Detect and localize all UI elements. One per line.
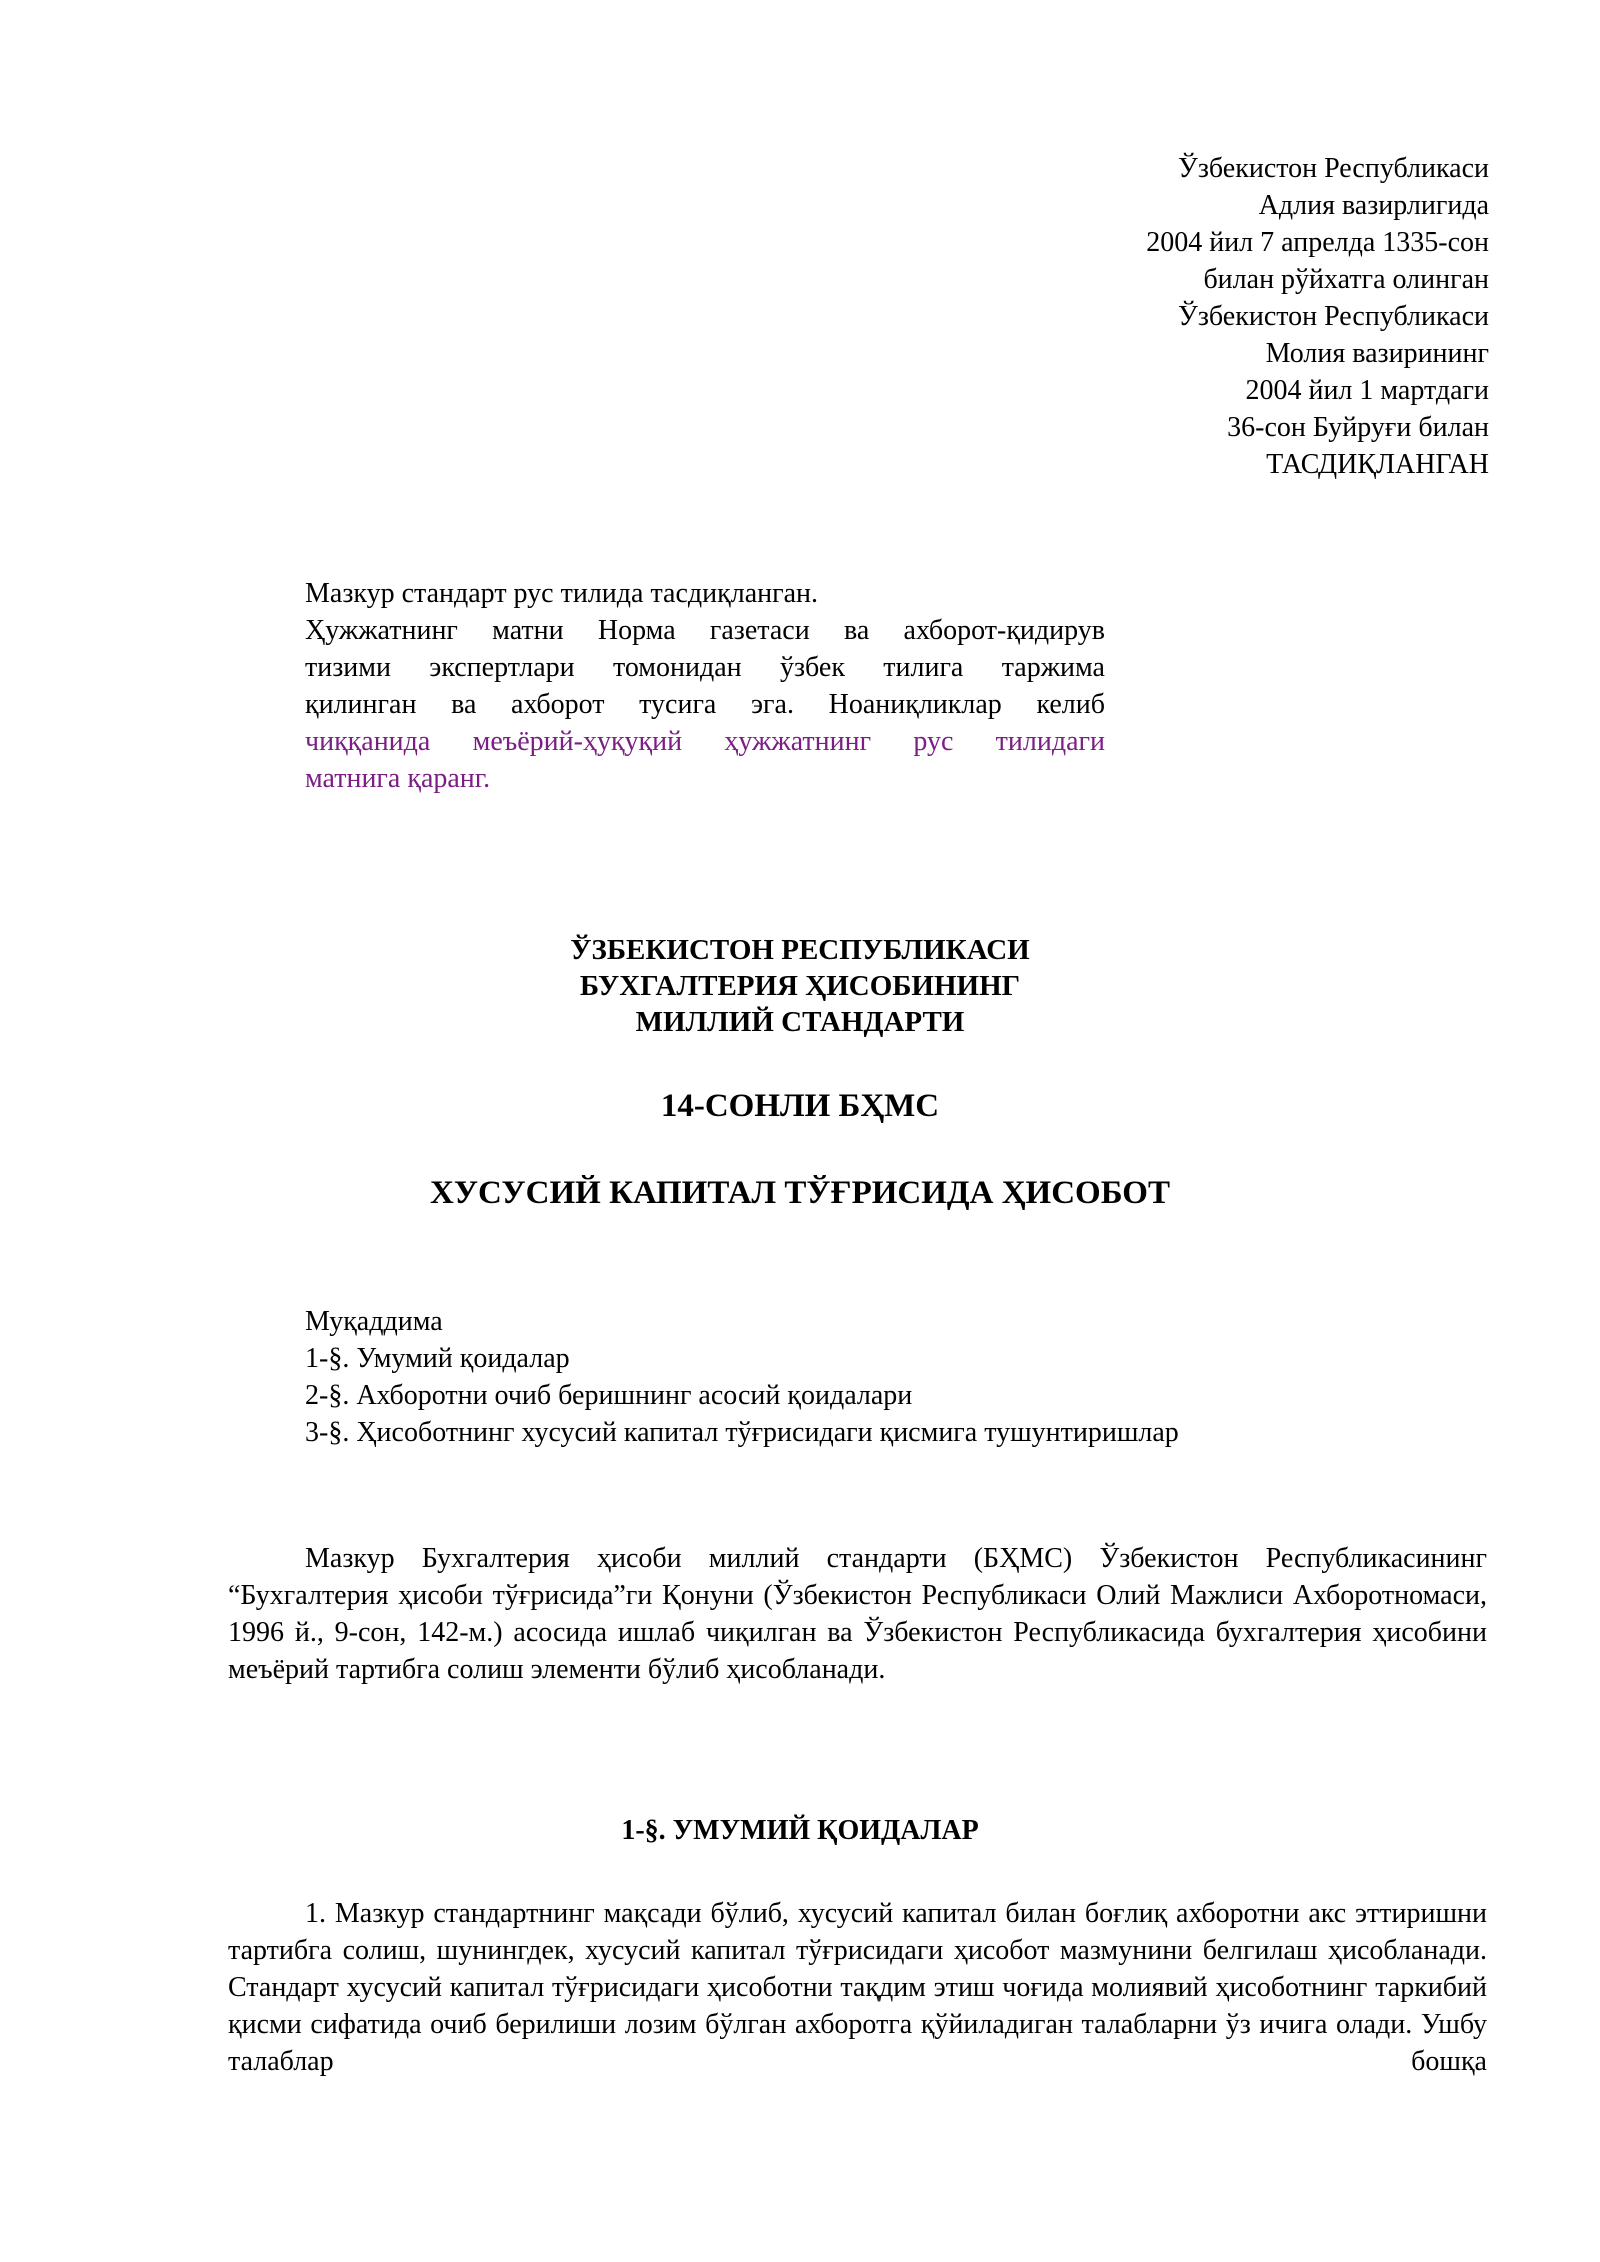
standard-title-line: БУХГАЛТЕРИЯ ҲИСОБИНИНГ: [579, 970, 1021, 1002]
approval-line: Ўзбекистон Республикаси: [1178, 153, 1489, 184]
table-of-contents: [305, 1303, 1179, 1451]
approval-line: билан рўйхатга олинган: [1203, 264, 1489, 295]
standard-title: [0, 932, 1600, 1040]
approval-line: Адлия вазирлигида: [1258, 190, 1489, 221]
toc-item[interactable]: Муқаддима: [305, 1306, 443, 1337]
intro-text: Мазкур Бухгалтерия ҳисоби миллий стандарти (БҲМС) Ўзбекистон Республикасининг “Бухгалтерия ҳисоби тўғрисида”ги Қонуни (Ўзбекистон Республикаси Олий Мажлиси Ахборотномаси, 1996 й., 9-сон, 142-м.) асосида ишлаб чиқилган ва Ўзбекистон Республикасида бухгалтерия ҳисобини меъёрий тартибга солиш элементи бўлиб ҳисобланади.: [228, 1543, 1487, 1685]
toc-item[interactable]: 3-§. Ҳисоботнинг хусусий капитал тўғрисидаги қисмига тушунтиришлар: [305, 1417, 1179, 1448]
approval-stamp-block: [889, 150, 1489, 483]
section-paragraph: [228, 1895, 1487, 2080]
approval-line: Молия вазирининг: [1265, 338, 1489, 369]
section-heading: 1-§. УМУМИЙ ҚОИДАЛАР: [621, 1815, 979, 1846]
note-line: Мазкур стандарт рус тилида тасдиқланган.: [305, 578, 819, 609]
standard-number: 14-СОНЛИ БҲМС: [660, 1088, 940, 1124]
approval-line: Ўзбекистон Республикаси: [1178, 301, 1489, 332]
standard-name: ХУСУСИЙ КАПИТАЛ ТЎҒРИСИДА ҲИСОБОТ: [429, 1175, 1170, 1211]
standard-title-line: ЎЗБЕКИСТОН РЕСПУБЛИКАСИ: [570, 934, 1030, 966]
approval-line: ТАСДИҚЛАНГАН: [1266, 449, 1489, 480]
note-line: қилинган ва ахборот тусига эга. Ноаниқликлар келиб: [305, 689, 1105, 720]
russian-text-link[interactable]: чиққанида меъёрий-ҳуқуқий ҳужжатнинг рус тилидаги: [305, 726, 1105, 757]
translation-note: [305, 575, 1105, 797]
toc-item[interactable]: 1-§. Умумий қоидалар: [305, 1343, 570, 1374]
intro-paragraph: [228, 1540, 1487, 1688]
note-line: тизими экспертлари томонидан ўзбек тилига таржима: [305, 652, 1105, 683]
standard-title-line: МИЛЛИЙ СТАНДАРТИ: [635, 1006, 965, 1038]
approval-line: 2004 йил 1 мартдаги: [1245, 375, 1489, 406]
note-line: Ҳужжатнинг матни Норма газетаси ва ахборот-қидирув: [305, 615, 1105, 646]
paragraph-text: 1. Мазкур стандартнинг мақсади бўлиб, хусусий капитал билан боғлиқ ахборотни акс эттиришни тартибга солиш, шунингдек, хусусий капитал тўғрисидаги ҳисобот мазмунини белгилаш ҳисобланади. Стандарт хусусий капитал тўғрисидаги ҳисоботни тақдим этиш чоғида молиявий ҳисоботнинг таркибий қисми сифатида очиб берилиши лозим бўлган ахборотга қўйиладиган талабларни ўз ичига олади. Ушбу талаблар бошқа: [228, 1898, 1487, 2077]
approval-line: 2004 йил 7 апрелда 1335-сон: [1146, 227, 1489, 258]
toc-item[interactable]: 2-§. Ахборотни очиб беришнинг асосий қоидалари: [305, 1380, 913, 1411]
russian-text-link[interactable]: матнига қаранг.: [305, 763, 491, 794]
approval-line: 36-сон Буйруғи билан: [1227, 412, 1489, 443]
